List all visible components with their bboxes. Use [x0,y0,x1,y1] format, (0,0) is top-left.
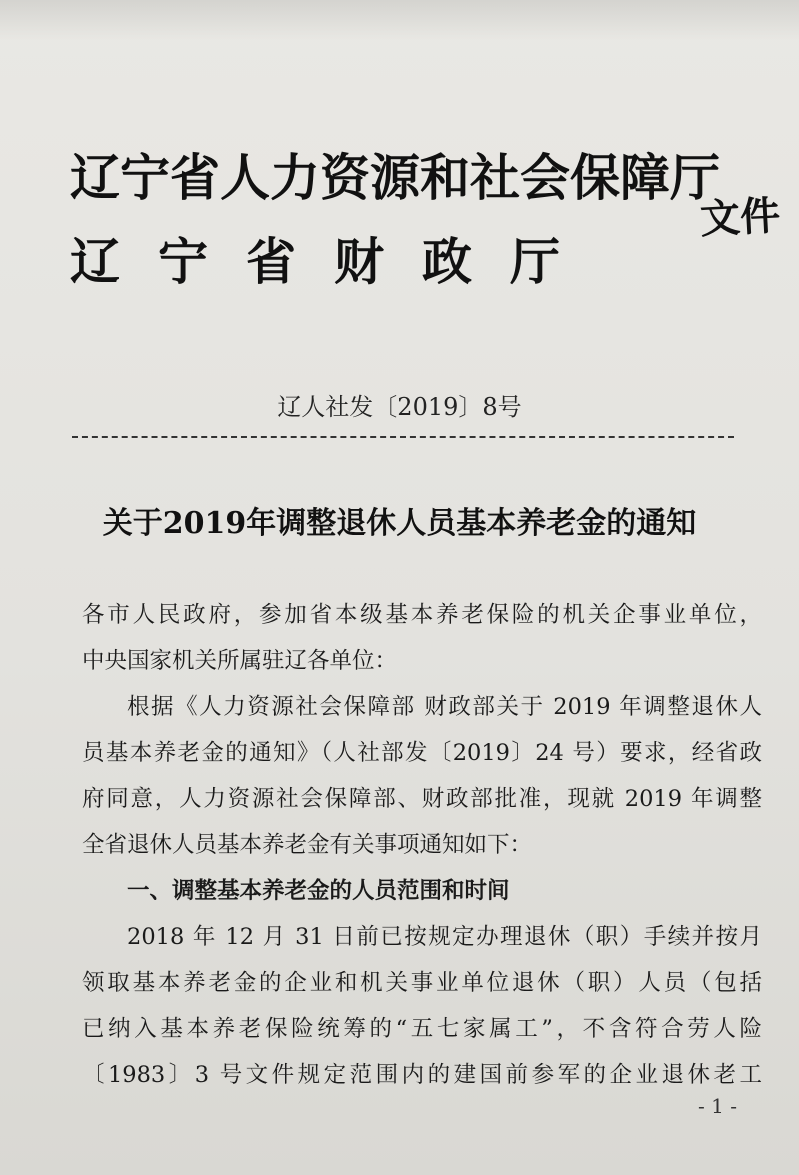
body-line: 府同意，人力资源社会保障部、财政部批准，现就 2019 年调整 [82,786,762,812]
issuing-org-line-1: 辽宁省人力资源和社会保障厅 [70,149,720,207]
document-type-label: 文件 [699,192,782,244]
body-line: 〔1983〕3 号文件规定范围内的建国前参军的企业退休老工 [82,1062,762,1088]
body-line: 领取基本养老金的企业和机关事业单位退休（职）人员（包括 [82,970,762,996]
section-heading: 一、调整基本养老金的人员范围和时间 [127,878,510,904]
issuing-org-line-2: 辽宁省财政厅 [70,233,598,291]
page-number: - 1 - [698,1094,737,1118]
body-line: 各市人民政府，参加省本级基本养老保险的机关企事业单位， [82,602,762,628]
notice-body [82,592,762,1098]
header-divider [72,436,734,438]
document-number: 辽人社发〔2019〕8号 [277,393,522,421]
notice-title: 关于2019年调整退休人员基本养老金的通知 [102,506,697,541]
page-shadow [0,0,799,40]
body-line: 根据《人力资源社会保障部 财政部关于 2019 年调整退休人 [127,694,762,720]
body-line: 已纳入基本养老保险统筹的“五七家属工”，不含符合劳人险 [82,1016,762,1042]
body-line: 员基本养老金的通知》（人社部发〔2019〕24 号）要求，经省政 [82,740,762,766]
body-line: 全省退休人员基本养老金有关事项通知如下： [82,832,533,858]
body-line: 中央国家机关所属驻辽各单位： [82,648,398,674]
body-line: 2018 年 12 月 31 日前已按规定办理退休（职）手续并按月 [127,924,762,950]
